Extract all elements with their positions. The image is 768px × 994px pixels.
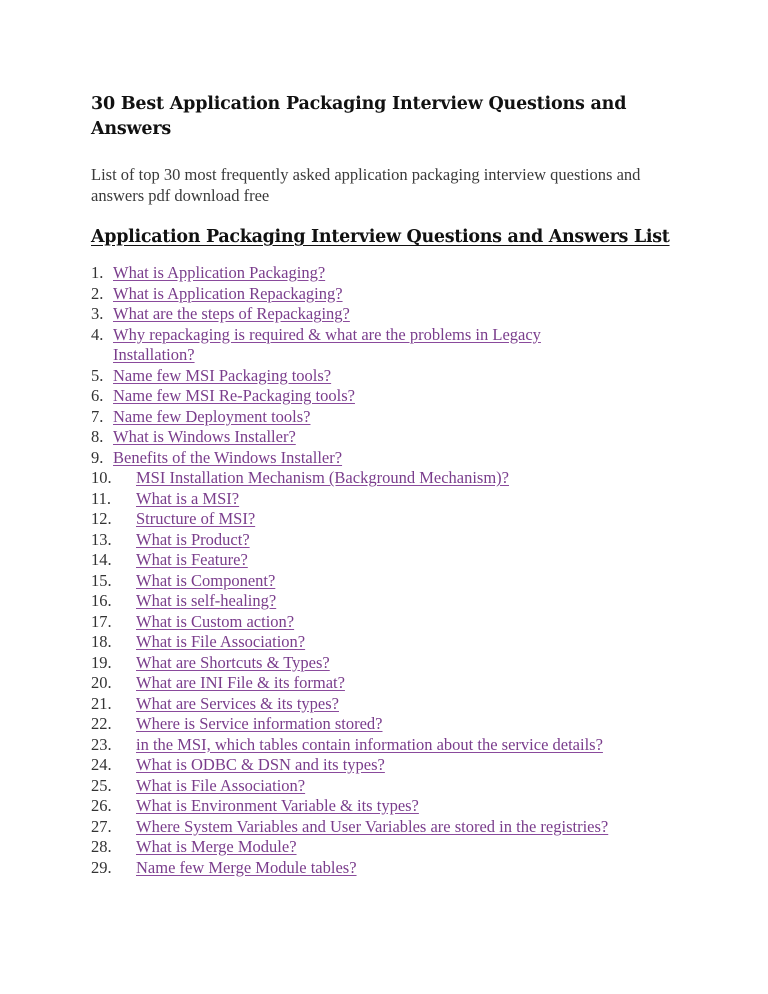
question-link[interactable]: What is Merge Module? [136,837,297,856]
question-item-8 [91,427,691,448]
question-item-16 [91,591,691,612]
question-link[interactable]: What are the steps of Repackaging? [113,304,350,323]
section-heading: Application Packaging Interview Questions and Answers List [91,227,670,247]
question-number: 29. [91,857,112,877]
question-link[interactable]: Structure of MSI? [136,509,256,528]
question-link[interactable]: Where is Service information stored? [136,714,383,733]
question-link[interactable]: What is Application Repackaging? [113,283,343,303]
question-number: 4. [91,324,104,344]
question-item-1 [91,263,691,284]
question-item-26 [91,796,691,817]
question-number: 5. [91,365,104,385]
question-link[interactable]: Name few Merge Module tables? [136,857,357,877]
question-number: 23. [91,734,112,754]
question-link[interactable]: What are Shortcuts & Types? [136,652,330,672]
question-link[interactable]: What is File Association? [136,775,306,795]
question-item-13 [91,530,691,551]
question-number: 9. [91,447,104,467]
question-item-9 [91,448,691,469]
question-item-17 [91,612,691,633]
question-item-21 [91,694,691,715]
question-item-12 [91,509,691,530]
question-item-2 [91,284,691,305]
question-number: 2. [91,283,104,303]
question-number: 6. [91,386,104,405]
question-link[interactable]: MSI Installation Mechanism (Background Mechanism)? [136,468,509,487]
question-number: 11. [91,488,112,508]
question-number: 8. [91,427,104,446]
question-link[interactable]: Name few MSI Packaging tools? [113,365,332,385]
question-link[interactable]: What is a MSI? [136,488,240,508]
question-number: 10. [91,468,112,487]
question-link[interactable]: Why repackaging is required & what are the problems in Legacy Installation? [113,324,541,364]
question-link[interactable]: What is Feature? [136,550,248,569]
question-item-22 [91,714,691,735]
question-item-28 [91,837,691,858]
question-link[interactable]: What is self-healing? [136,591,277,610]
question-number: 27. [91,816,112,836]
question-item-19 [91,653,691,674]
question-link[interactable]: What is Product? [136,529,250,549]
question-item-25 [91,776,691,797]
question-link[interactable]: Where System Variables and User Variables are stored in the registries? [136,816,609,836]
question-item-15 [91,571,691,592]
question-number: 21. [91,693,112,713]
question-number: 25. [91,775,112,795]
question-number: 16. [91,591,112,610]
question-item-27 [91,817,691,838]
question-item-6 [91,386,691,407]
question-item-4 [91,325,691,366]
question-number: 17. [91,611,112,631]
question-link[interactable]: What is Environment Variable & its types? [136,796,419,815]
question-item-5 [91,366,691,387]
question-number: 20. [91,673,112,692]
question-item-7 [91,407,691,428]
question-item-18 [91,632,691,653]
question-number: 24. [91,755,112,774]
question-link[interactable]: What is Component? [136,570,276,590]
question-link[interactable]: What is File Association? [136,632,306,651]
question-list [91,263,691,878]
question-link[interactable]: What is Custom action? [136,611,295,631]
question-number: 15. [91,570,112,590]
question-number: 18. [91,632,112,651]
question-link[interactable]: What is Application Packaging? [113,263,326,282]
question-link[interactable]: Name few Deployment tools? [113,406,311,426]
question-item-3 [91,304,691,325]
document-title: 30 Best Application Packaging Interview Questions and Answers [91,94,627,139]
question-number: 13. [91,529,112,549]
question-number: 26. [91,796,112,815]
question-link[interactable]: Benefits of the Windows Installer? [113,447,343,467]
question-item-20 [91,673,691,694]
question-item-11 [91,489,691,510]
question-link[interactable]: Name few MSI Re-Packaging tools? [113,386,355,405]
question-item-14 [91,550,691,571]
question-link[interactable]: What are INI File & its format? [136,673,345,692]
question-item-10 [91,468,691,489]
question-item-23 [91,735,691,756]
question-item-24 [91,755,691,776]
question-link[interactable]: What are Services & its types? [136,693,339,713]
document-page [91,92,691,878]
question-number: 3. [91,304,104,323]
question-item-29 [91,858,691,879]
question-number: 12. [91,509,112,528]
question-number: 7. [91,406,104,426]
question-number: 28. [91,837,112,856]
question-number: 19. [91,652,112,672]
question-number: 1. [91,263,104,282]
question-link[interactable]: What is Windows Installer? [113,427,296,446]
question-number: 14. [91,550,112,569]
question-link[interactable]: in the MSI, which tables contain information about the service details? [136,734,603,754]
intro-paragraph: List of top 30 most frequently asked application packaging interview questions and answers pdf download free [91,165,641,205]
question-link[interactable]: What is ODBC & DSN and its types? [136,755,385,774]
question-number: 22. [91,714,112,733]
